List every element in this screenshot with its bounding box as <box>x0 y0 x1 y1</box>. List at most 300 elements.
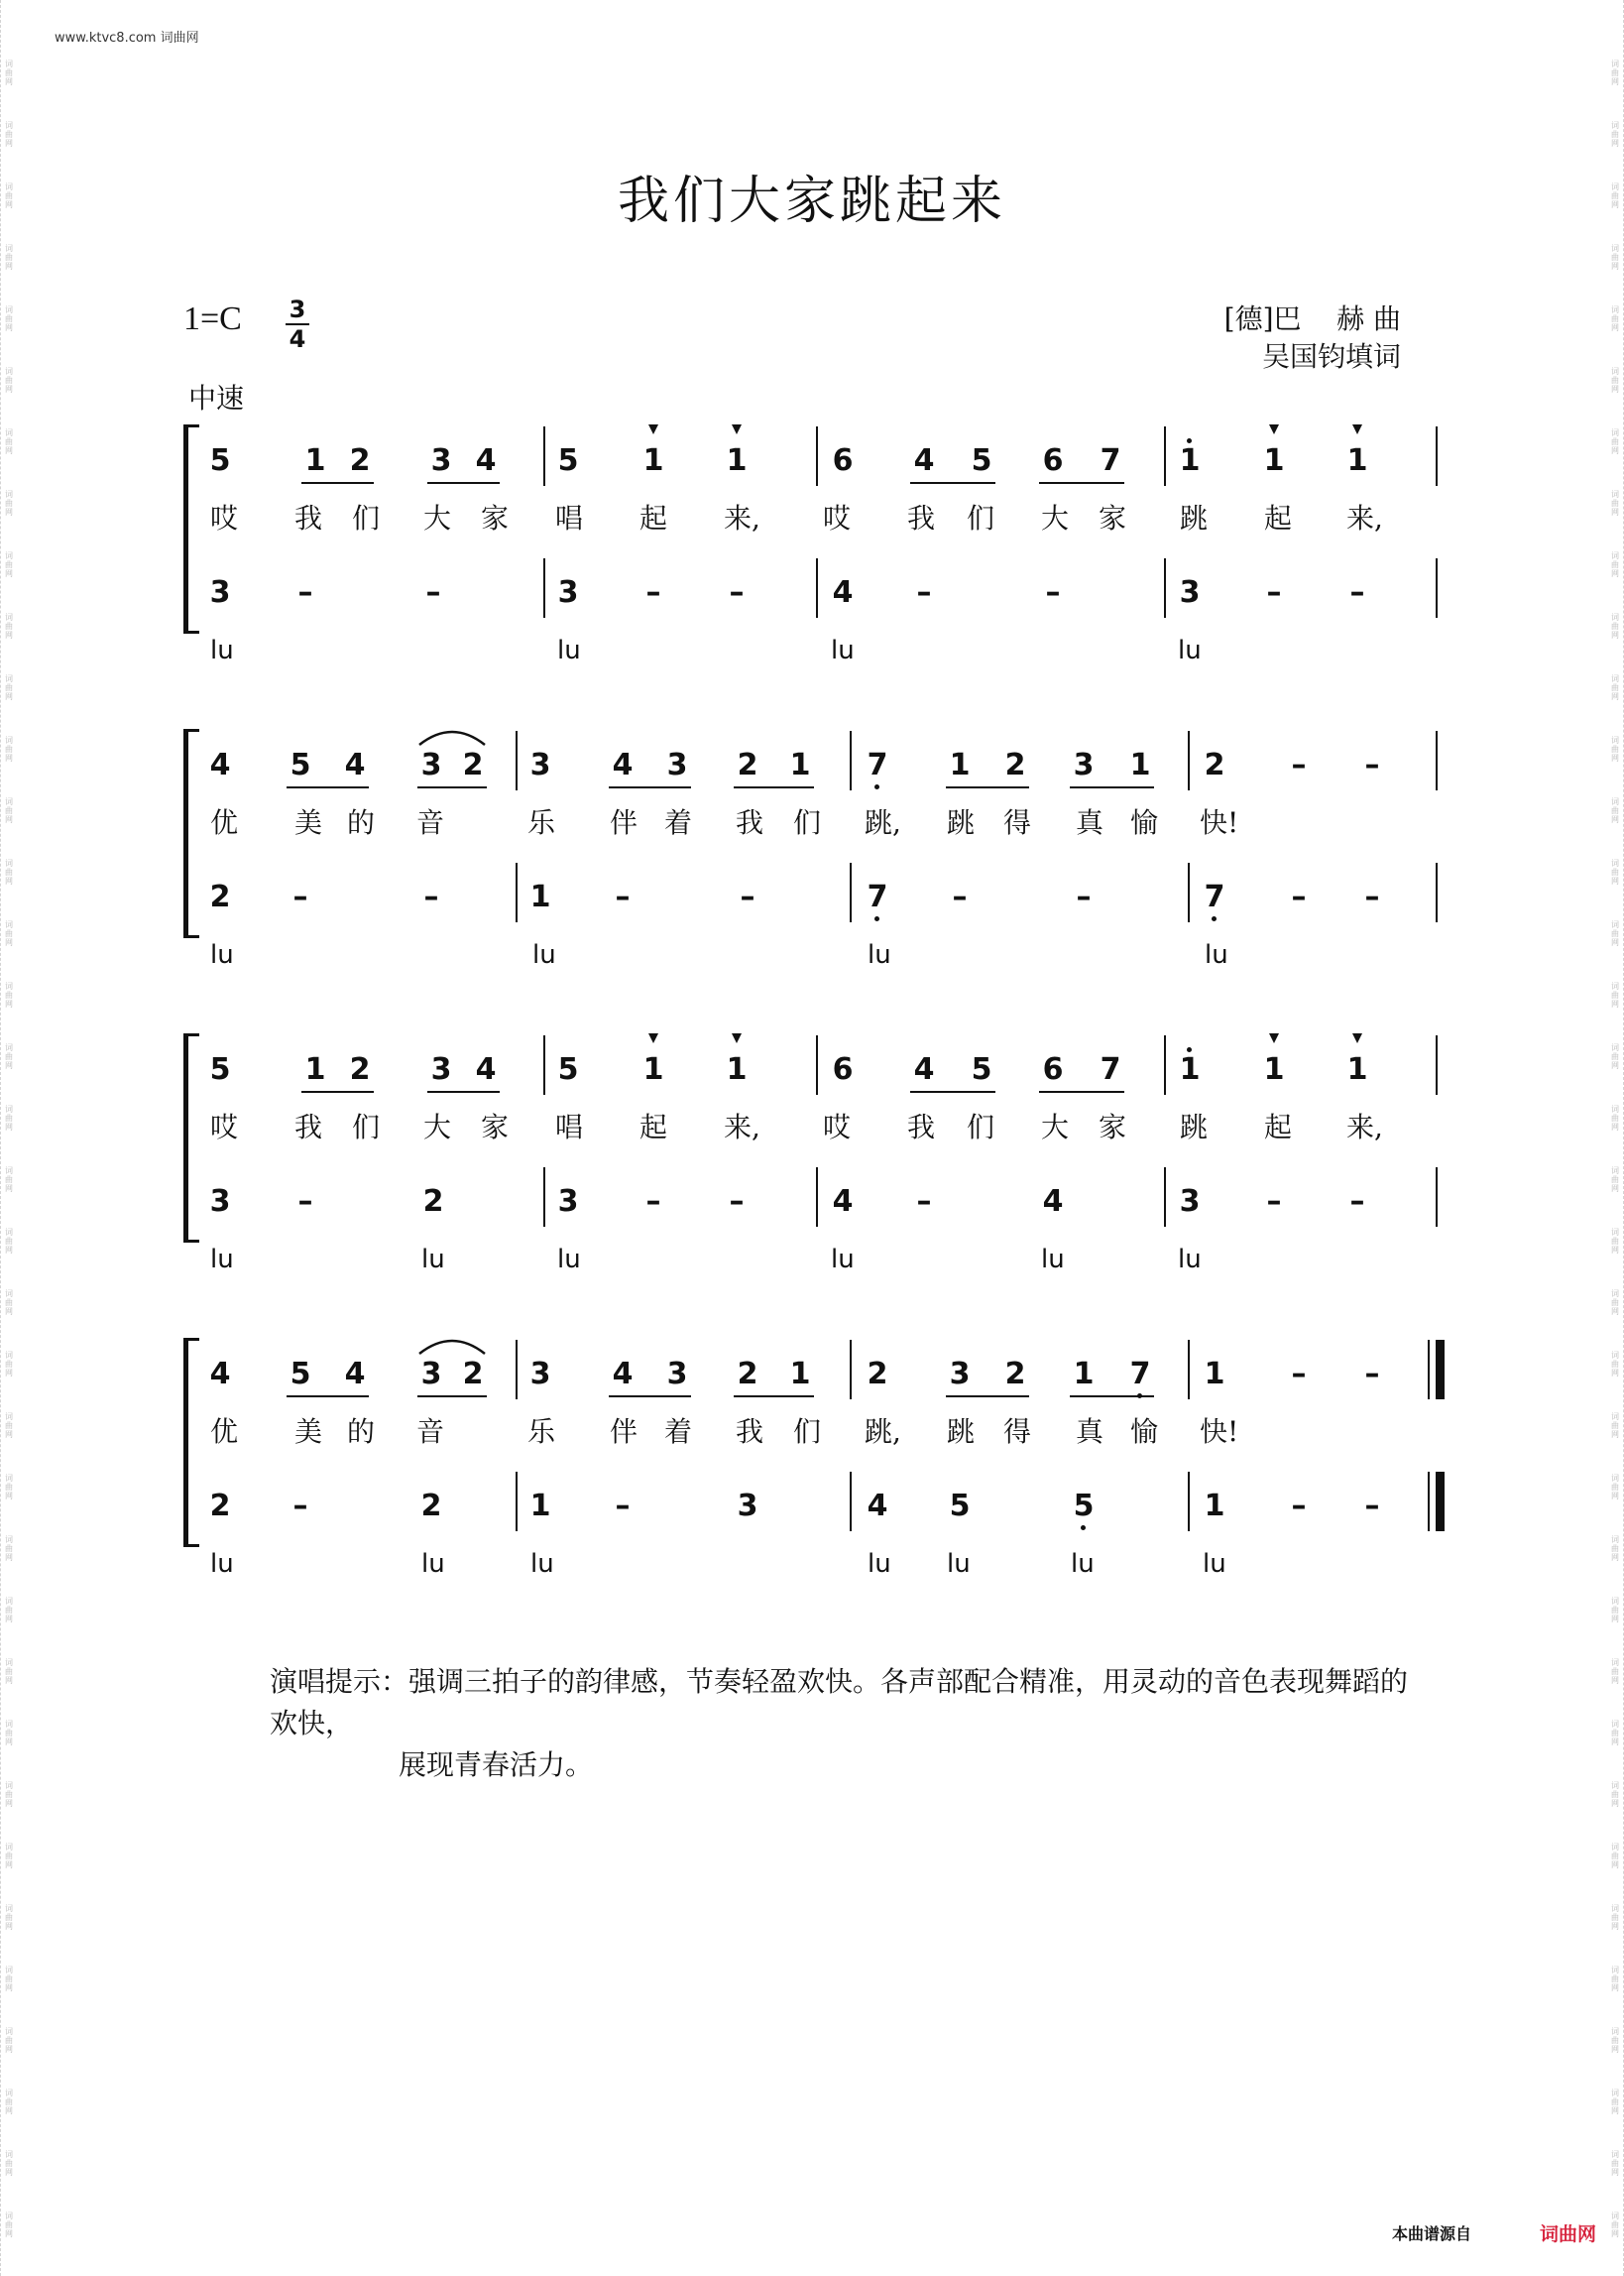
melody-note: 7 <box>1100 443 1121 478</box>
accent-mark <box>1352 1033 1362 1043</box>
watermark-glyph: 词 曲 网 <box>1611 2212 1619 2238</box>
melody-note: 2 <box>737 748 758 782</box>
lyricist-credit: 吴国钧填词 <box>1261 340 1401 373</box>
watermark-glyph: 词 曲 网 <box>1611 859 1619 886</box>
barline <box>850 731 852 790</box>
lyric-syllable: 们 <box>352 502 381 535</box>
watermark-glyph: 词 曲 网 <box>5 2089 13 2115</box>
sustain-dash: – <box>1045 575 1061 610</box>
eighth-beam <box>417 1395 487 1397</box>
sustain-dash: – <box>1364 1357 1380 1391</box>
barline <box>816 558 818 618</box>
melody-note: 2 <box>462 748 484 782</box>
watermark-glyph: 词 曲 网 <box>5 2150 13 2177</box>
harmony-note: 7 <box>1204 880 1225 914</box>
watermark-glyph: 词 曲 网 <box>1611 1166 1619 1193</box>
barline <box>543 426 545 486</box>
lyric-syllable: 大 <box>1041 1111 1070 1143</box>
footer-brand-link[interactable]: 词曲网 <box>1540 2223 1597 2245</box>
watermark-glyph: 词 曲 网 <box>1611 1351 1619 1378</box>
watermark-glyph: 词 曲 网 <box>5 1720 13 1746</box>
lyric-syllable: 们 <box>793 806 822 839</box>
barline <box>543 558 545 618</box>
watermark-glyph: 词 曲 网 <box>1611 244 1619 271</box>
barline <box>1436 731 1438 790</box>
sustain-dash: – <box>916 575 932 610</box>
composer-credit: [德]巴 赫 曲 <box>1223 302 1401 335</box>
watermark-glyph: 词 曲 网 <box>5 859 13 886</box>
lyric-syllable: 美 <box>294 1415 323 1448</box>
watermark-glyph: 词 曲 网 <box>1611 1474 1619 1500</box>
bracket-top-hook <box>183 1033 199 1036</box>
lyric-syllable: 家 <box>1099 1111 1127 1143</box>
watermark-glyph: 词 曲 网 <box>5 1535 13 1562</box>
harmony-note: 3 <box>209 575 231 610</box>
watermark-glyph: 词 曲 网 <box>5 1043 13 1070</box>
harmony-lyric: lu <box>530 1549 554 1579</box>
watermark-glyph: 词 曲 网 <box>1611 674 1619 701</box>
melody-note: 6 <box>1042 443 1064 478</box>
lyric-syllable: 们 <box>967 502 995 535</box>
sustain-dash: – <box>952 880 968 914</box>
watermark-glyph: 词 曲 网 <box>1611 1043 1619 1070</box>
barline <box>543 1035 545 1095</box>
harmony-note: 2 <box>422 1184 444 1219</box>
watermark-glyph: 词 曲 网 <box>5 736 13 763</box>
lyric-syllable: 我 <box>736 1415 764 1448</box>
watermark-glyph: 词 曲 网 <box>5 121 13 148</box>
lyric-syllable: 我 <box>294 502 323 535</box>
watermark-glyph: 词 曲 网 <box>1611 1658 1619 1685</box>
harmony-note: 3 <box>209 1184 231 1219</box>
watermark-glyph: 词 曲 网 <box>5 244 13 271</box>
bracket-bottom-hook <box>183 1240 199 1243</box>
performance-tip-line1: 演唱提示：强调三拍子的韵律感，节奏轻盈欢快。各声部配合精准，用灵动的音色表现舞蹈的欢快， <box>270 1665 1409 1739</box>
melody-note: 1 <box>304 1052 326 1087</box>
sustain-dash: – <box>292 880 308 914</box>
harmony-note: 3 <box>1179 575 1201 610</box>
sustain-dash: – <box>1364 1489 1380 1523</box>
octave-dot-below <box>874 784 879 789</box>
lyric-syllable: 们 <box>352 1111 381 1143</box>
bracket-bottom-hook <box>183 1544 199 1547</box>
final-barline <box>1428 1472 1430 1531</box>
harmony-note: 2 <box>209 1489 231 1523</box>
lyric-syllable: 们 <box>967 1111 995 1143</box>
melody-note: 1 <box>789 748 811 782</box>
left-margin-strip <box>0 0 19 2276</box>
watermark-glyph: 词 曲 网 <box>5 1658 13 1685</box>
watermark-glyph: 词 曲 网 <box>1611 1228 1619 1255</box>
watermark-glyph: 词 曲 网 <box>1611 2150 1619 2177</box>
watermark-glyph: 词 曲 网 <box>5 1904 13 1931</box>
melody-note: 5 <box>557 443 579 478</box>
watermark-glyph: 词 曲 网 <box>1611 2027 1619 2054</box>
watermark-glyph: 词 曲 网 <box>5 2212 13 2238</box>
melody-note: 5 <box>290 1357 311 1391</box>
harmony-note: 4 <box>1042 1184 1064 1219</box>
time-sig-top: 3 <box>286 296 309 325</box>
melody-note: 2 <box>867 1357 888 1391</box>
melody-note: 5 <box>209 1052 231 1087</box>
accent-mark <box>732 1033 742 1043</box>
melody-note: 3 <box>430 1052 452 1087</box>
octave-dot-above <box>1187 1047 1192 1052</box>
melody-note: 3 <box>420 748 442 782</box>
harmony-lyric: lu <box>1203 1549 1226 1579</box>
slur-arc <box>416 1334 488 1356</box>
watermark-glyph: 词 曲 网 <box>1611 982 1619 1009</box>
lyric-syllable: 跳 <box>1180 1111 1209 1143</box>
accent-mark <box>732 424 742 434</box>
watermark-glyph: 词 曲 网 <box>1611 1720 1619 1746</box>
sustain-dash: – <box>615 880 631 914</box>
sustain-dash: – <box>916 1184 932 1219</box>
harmony-note: 4 <box>832 1184 854 1219</box>
watermark-glyph: 词 曲 网 <box>1611 551 1619 578</box>
sustain-dash: – <box>615 1489 631 1523</box>
sustain-dash: – <box>1266 575 1282 610</box>
melody-note: 2 <box>349 443 371 478</box>
barline <box>1436 558 1438 618</box>
octave-dot-below <box>1081 1525 1086 1530</box>
lyric-syllable: 真 <box>1076 1415 1104 1448</box>
lyric-syllable: 的 <box>347 806 376 839</box>
watermark-glyph: 词 曲 网 <box>5 305 13 332</box>
melody-note: 1 <box>642 443 664 478</box>
melody-note: 1 <box>1346 1052 1368 1087</box>
lyric-syllable: 着 <box>664 806 693 839</box>
barline <box>816 426 818 486</box>
sustain-dash: – <box>729 575 745 610</box>
eighth-beam <box>427 1091 500 1093</box>
lyric-syllable: 我 <box>736 806 764 839</box>
melody-note: 3 <box>529 1357 551 1391</box>
lyric-syllable: 优 <box>210 806 239 839</box>
watermark-glyph: 词 曲 网 <box>5 1843 13 1869</box>
song-title: 我们大家跳起来 <box>617 172 1006 231</box>
melody-note: 4 <box>344 1357 366 1391</box>
melody-note: 4 <box>612 1357 634 1391</box>
barline <box>1188 1340 1190 1399</box>
harmony-lyric: lu <box>421 1549 445 1579</box>
barline <box>516 731 518 790</box>
barline <box>1164 558 1166 618</box>
melody-note: 2 <box>1004 1357 1026 1391</box>
harmony-lyric: lu <box>1178 1245 1202 1274</box>
lyric-syllable: 我 <box>907 502 936 535</box>
lyric-syllable: 家 <box>481 502 510 535</box>
eighth-beam <box>910 482 995 484</box>
lyric-syllable: 起 <box>1264 502 1293 535</box>
sustain-dash: – <box>1076 880 1092 914</box>
harmony-lyric: lu <box>557 1245 581 1274</box>
bracket-bottom-hook <box>183 631 199 634</box>
accent-mark <box>1269 1033 1279 1043</box>
harmony-note: 2 <box>209 880 231 914</box>
melody-note: 1 <box>1346 443 1368 478</box>
melody-note: 7 <box>867 748 888 782</box>
lyric-syllable: 得 <box>1003 806 1032 839</box>
watermark-glyph: 词 曲 网 <box>5 2027 13 2054</box>
watermark-glyph: 词 曲 网 <box>5 490 13 517</box>
sustain-dash: – <box>1349 575 1365 610</box>
watermark-glyph: 词 曲 网 <box>1611 60 1619 86</box>
melody-note: 1 <box>1204 1357 1225 1391</box>
melody-note: 2 <box>462 1357 484 1391</box>
sustain-dash: – <box>1291 1357 1307 1391</box>
harmony-lyric: lu <box>868 1549 891 1579</box>
barline <box>516 863 518 922</box>
harmony-note: 7 <box>867 880 888 914</box>
melody-note: 1 <box>726 443 748 478</box>
watermark-glyph: 词 曲 网 <box>5 1966 13 1992</box>
melody-note: 4 <box>612 748 634 782</box>
harmony-note: 1 <box>1204 1489 1225 1523</box>
sustain-dash: – <box>1364 748 1380 782</box>
sustain-dash: – <box>1266 1184 1282 1219</box>
eighth-beam <box>287 786 369 788</box>
watermark-glyph: 词 曲 网 <box>5 367 13 394</box>
melody-note: 2 <box>1004 748 1026 782</box>
time-signature <box>286 296 309 353</box>
performance-tip-line2: 展现青春活力。 <box>399 1748 594 1781</box>
melody-note: 1 <box>1263 443 1285 478</box>
watermark-glyph: 词 曲 网 <box>1611 1843 1619 1869</box>
melody-note: 1 <box>949 748 971 782</box>
watermark-glyph: 词 曲 网 <box>5 613 13 640</box>
barline <box>1188 863 1190 922</box>
harmony-lyric: lu <box>210 1549 234 1579</box>
eighth-beam <box>910 1091 995 1093</box>
watermark-glyph: 词 曲 网 <box>5 1781 13 1808</box>
lyric-syllable: 优 <box>210 1415 239 1448</box>
barline <box>816 1035 818 1095</box>
watermark-glyph: 词 曲 网 <box>1611 121 1619 148</box>
key-signature: 1=C <box>183 300 242 337</box>
lyric-syllable: 跳 <box>1180 502 1209 535</box>
melody-note: 6 <box>1042 1052 1064 1087</box>
watermark-glyph: 词 曲 网 <box>5 797 13 824</box>
lyric-syllable: 起 <box>1264 1111 1293 1143</box>
watermark-glyph: 词 曲 网 <box>5 1166 13 1193</box>
barline <box>850 1472 852 1531</box>
watermark-glyph: 词 曲 网 <box>1611 1597 1619 1623</box>
watermark-glyph: 词 曲 网 <box>5 920 13 947</box>
eighth-beam <box>946 786 1029 788</box>
barline <box>1188 1472 1190 1531</box>
slur-arc <box>416 725 488 747</box>
harmony-lyric: lu <box>1071 1549 1095 1579</box>
sustain-dash: – <box>292 1489 308 1523</box>
lyric-syllable: 音 <box>416 1415 445 1448</box>
barline <box>816 1167 818 1227</box>
lyric-syllable: 真 <box>1076 806 1104 839</box>
melody-note: 4 <box>475 443 497 478</box>
watermark-glyph: 词 曲 网 <box>1611 1412 1619 1439</box>
harmony-lyric: lu <box>831 636 855 665</box>
sustain-dash: – <box>425 575 441 610</box>
system-bracket <box>183 1338 188 1547</box>
sustain-dash: – <box>423 880 439 914</box>
system-bracket <box>183 729 188 938</box>
melody-note: 1 <box>726 1052 748 1087</box>
lyric-syllable: 大 <box>1041 502 1070 535</box>
eighth-beam <box>734 1395 814 1397</box>
lyric-syllable: 家 <box>1099 502 1127 535</box>
sustain-dash: – <box>740 880 755 914</box>
right-margin-strip <box>1605 0 1624 2276</box>
watermark-glyph: 词 曲 网 <box>1611 305 1619 332</box>
watermark-glyph: 词 曲 网 <box>5 60 13 86</box>
eighth-beam <box>301 482 374 484</box>
octave-dot-below <box>874 916 879 921</box>
watermark-glyph: 词 曲 网 <box>5 1105 13 1132</box>
eighth-beam <box>734 786 814 788</box>
melody-note: 5 <box>290 748 311 782</box>
bracket-top-hook <box>183 729 199 732</box>
system-bracket <box>183 1033 188 1243</box>
watermark-glyph: 词 曲 网 <box>5 1474 13 1500</box>
melody-note: 2 <box>737 1357 758 1391</box>
lyric-syllable: 愉 <box>1130 1415 1159 1448</box>
harmony-lyric: lu <box>210 940 234 970</box>
melody-note: 4 <box>209 1357 231 1391</box>
accent-mark <box>1269 424 1279 434</box>
site-header[interactable]: www.ktvc8.com 词曲网 <box>55 31 199 46</box>
bracket-bottom-hook <box>183 935 199 938</box>
sustain-dash: – <box>1364 880 1380 914</box>
watermark-glyph: 词 曲 网 <box>1611 182 1619 209</box>
lyric-syllable: 哎 <box>210 1111 239 1143</box>
eighth-beam <box>427 482 500 484</box>
melody-note: 5 <box>971 1052 992 1087</box>
watermark-glyph: 词 曲 网 <box>1611 1781 1619 1808</box>
barline <box>1436 1167 1438 1227</box>
watermark-glyph: 词 曲 网 <box>5 1597 13 1623</box>
barline <box>516 1340 518 1399</box>
watermark-glyph: 词 曲 网 <box>5 182 13 209</box>
lyric-syllable: 跳, <box>865 1415 901 1448</box>
sustain-dash: – <box>297 1184 313 1219</box>
watermark-glyph: 词 曲 网 <box>5 674 13 701</box>
watermark-glyph: 词 曲 网 <box>1611 1904 1619 1931</box>
melody-note: 1 <box>1073 1357 1095 1391</box>
lyric-syllable: 的 <box>347 1415 376 1448</box>
harmony-lyric: lu <box>421 1245 445 1274</box>
eighth-beam <box>1070 786 1154 788</box>
harmony-note: 5 <box>1073 1489 1095 1523</box>
time-sig-bottom: 4 <box>289 325 306 353</box>
lyric-syllable: 伴 <box>610 806 638 839</box>
watermark-glyph: 词 曲 网 <box>5 1228 13 1255</box>
harmony-note: 3 <box>557 575 579 610</box>
octave-dot-above <box>1187 438 1192 443</box>
eighth-beam <box>301 1091 374 1093</box>
melody-note: 5 <box>557 1052 579 1087</box>
eighth-beam <box>1039 482 1124 484</box>
lyric-syllable: 我 <box>907 1111 936 1143</box>
lyric-syllable: 跳, <box>865 806 901 839</box>
barline <box>1164 426 1166 486</box>
melody-note: 4 <box>913 1052 935 1087</box>
melody-note: 1 <box>304 443 326 478</box>
harmony-lyric: lu <box>210 636 234 665</box>
sustain-dash: – <box>645 575 661 610</box>
harmony-note: 1 <box>529 880 551 914</box>
lyric-syllable: 伴 <box>610 1415 638 1448</box>
watermark-glyph: 词 曲 网 <box>1611 1966 1619 1992</box>
performance-tip <box>270 1661 1420 1786</box>
melody-note: 1 <box>1263 1052 1285 1087</box>
harmony-note: 4 <box>832 575 854 610</box>
melody-note: 3 <box>1073 748 1095 782</box>
eighth-beam <box>609 786 691 788</box>
lyric-syllable: 乐 <box>527 1415 556 1448</box>
lyric-syllable: 来, <box>1346 502 1383 535</box>
barline <box>850 863 852 922</box>
eighth-beam <box>1039 1091 1124 1093</box>
barline <box>1164 1035 1166 1095</box>
melody-note: 1 <box>642 1052 664 1087</box>
final-barline <box>1428 1340 1430 1399</box>
harmony-lyric: lu <box>557 636 581 665</box>
watermark-glyph: 词 曲 网 <box>5 1412 13 1439</box>
watermark-glyph: 词 曲 网 <box>1611 428 1619 455</box>
lyric-syllable: 来, <box>724 1111 760 1143</box>
accent-mark <box>648 424 658 434</box>
harmony-lyric: lu <box>1205 940 1228 970</box>
bracket-top-hook <box>183 424 199 427</box>
melody-note: 1 <box>1179 1052 1201 1087</box>
lyric-syllable: 们 <box>793 1415 822 1448</box>
watermark-glyph: 词 曲 网 <box>1611 2089 1619 2115</box>
lyric-syllable: 着 <box>664 1415 693 1448</box>
watermark-glyph: 词 曲 网 <box>1611 1105 1619 1132</box>
eighth-beam <box>417 786 487 788</box>
lyric-syllable: 哎 <box>823 1111 852 1143</box>
lyric-syllable: 跳 <box>947 1415 976 1448</box>
melody-note: 4 <box>475 1052 497 1087</box>
melody-note: 5 <box>209 443 231 478</box>
harmony-note: 3 <box>737 1489 758 1523</box>
lyric-syllable: 快! <box>1200 806 1239 839</box>
watermark-glyph: 词 曲 网 <box>1611 736 1619 763</box>
barline <box>1164 1167 1166 1227</box>
lyric-syllable: 得 <box>1003 1415 1032 1448</box>
lyric-syllable: 唱 <box>555 1111 584 1143</box>
harmony-lyric: lu <box>210 1245 234 1274</box>
footer-source-text: 本曲谱源自 <box>1392 2224 1472 2243</box>
lyric-syllable: 哎 <box>823 502 852 535</box>
lyric-syllable: 愉 <box>1130 806 1159 839</box>
eighth-beam <box>287 1395 369 1397</box>
lyric-syllable: 快! <box>1200 1415 1239 1448</box>
watermark-glyph: 词 曲 网 <box>1611 920 1619 947</box>
lyric-syllable: 起 <box>639 1111 668 1143</box>
watermark-glyph: 词 曲 网 <box>1611 1535 1619 1562</box>
watermark-glyph: 词 曲 网 <box>5 1289 13 1316</box>
barline <box>1436 863 1438 922</box>
melody-note: 2 <box>349 1052 371 1087</box>
melody-note: 1 <box>1179 443 1201 478</box>
lyric-syllable: 来, <box>724 502 760 535</box>
watermark-glyph: 词 曲 网 <box>5 428 13 455</box>
melody-note: 7 <box>1129 1357 1151 1391</box>
melody-note: 3 <box>430 443 452 478</box>
octave-dot-below <box>1212 916 1217 921</box>
watermark-glyph: 词 曲 网 <box>1611 613 1619 640</box>
